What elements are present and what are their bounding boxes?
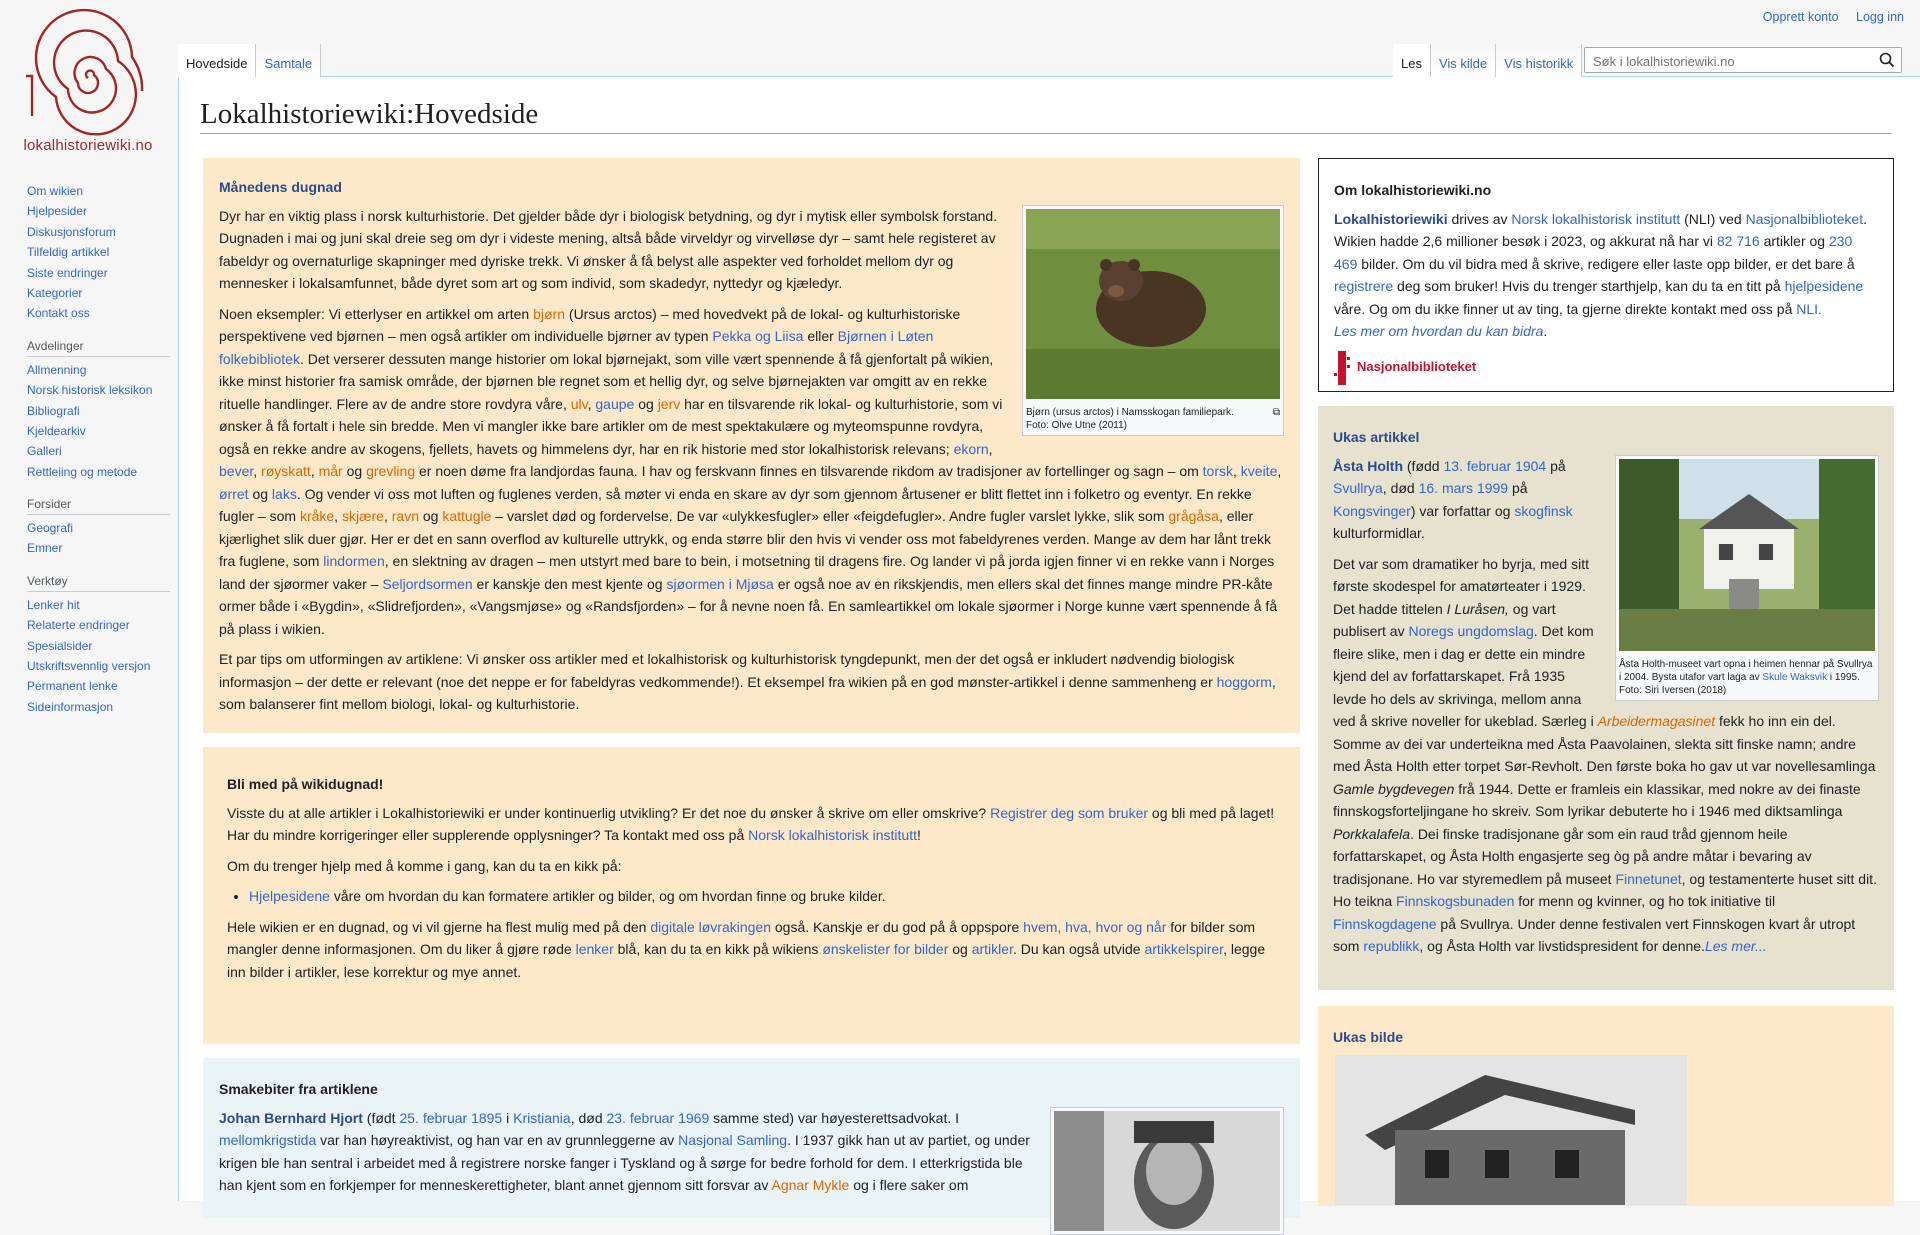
link-date-1895[interactable]: 25. februar 1895	[399, 1109, 503, 1126]
sidebar	[20, 184, 170, 720]
nb-logo-icon	[1334, 351, 1354, 385]
excerpts-heading: Smakebiter fra artiklene	[219, 1081, 378, 1097]
article-week-heading: Ukas artikkel	[1333, 429, 1420, 445]
sidebar-avdelinger-item-2[interactable]: Bibliografi	[27, 403, 80, 418]
link-article-count[interactable]: 82 716	[1716, 233, 1760, 249]
link-svullrya[interactable]: Svullrya	[1333, 480, 1383, 496]
link-ulv[interactable]: ulv	[570, 395, 588, 412]
join-paragraph-3: Hele wikien er en dugnad, og vi vil gjerne ha flest mulig med på den digitale løvrakingen også. Kanskje er du god på å oppspore hvem, hva, hvor og når for bilder som mangler denne informasjonen. Om du liker å gjøre røde lenker blå, kan du ta en kikk på wikiens ønskelister for bilder og artikler. Du kan også utvide artikkelspirer, legge inn bilder i artikler, lese korrektur og mye annet.	[227, 918, 1266, 980]
join-list	[227, 885, 1276, 908]
join-paragraph-1: Visste du at alle artikler i Lokalhistoriewiki er under kontinuerlig utvikling? Er det noe du ønsker å skrive om eller omskrive? Registrer deg som bruker og bli med på laget! Har du mindre korrigeringer eller supplerende opplysninger? Ta kontakt med oss på Norsk lokalhistorisk institutt!	[227, 804, 1275, 843]
sidebar-nav-item-2[interactable]: Diskusjonsforum	[27, 224, 116, 239]
link-kristiania[interactable]: Kristiania	[513, 1109, 571, 1126]
excerpt-paragraph: Johan Bernhard Hjort (født 25. februar 1895 i Kristiania, død 23. februar 1969 samme sted) var høyesterettsadvokat. I mellomkrigstida var han høyreaktivist, og han var en av grunnleggerne av Nasjonal Samling. I 1937 gikk han ut av partiet, og under krigen ble han sentral i arbeidet med å registrere norske fanger i Tyskland og å sørge for bedre forhold for dem. I etterkrigstida ble han kjent som en forkjemper for menneskerettigheter, blant annet gjennom sitt forsvar av Agnar Mykle og i flere saker om	[219, 1109, 1030, 1193]
link-mellomkrigstida[interactable]: mellomkrigstida	[219, 1132, 317, 1148]
link-kongsvinger[interactable]: Kongsvinger	[1333, 502, 1411, 519]
link-date-1999[interactable]: 16. mars 1999	[1418, 480, 1509, 496]
link-seljordsormen[interactable]: Seljordsormen	[382, 575, 473, 592]
link-gaupe[interactable]: gaupe	[595, 395, 635, 412]
link-johan-hjort[interactable]: Johan Bernhard Hjort	[219, 1109, 363, 1126]
link-finnskogdagene[interactable]: Finnskogdagene	[1333, 915, 1437, 932]
namespace-tabs	[178, 44, 321, 77]
link-gragasa[interactable]: grågåsa	[1168, 508, 1219, 524]
link-royskatt[interactable]: røyskatt	[261, 463, 311, 479]
link-republikk[interactable]: republikk	[1363, 938, 1420, 954]
article-excerpts-box	[203, 1058, 1300, 1218]
dugnad-paragraph-3: Et par tips om utformingen av artiklene: Vi ønsker oss artikler med et lokalhistorisk og kulturhistorisk tyngdepunkt, men der det også er inkludert nødvendig biologisk informasjon – der dette er relevant (noe det neppe er for fabeldyras vedkommende!). Et eksempel fra wikien på en god mønster-artikkel i denne sammenheng er hoggorm, som balanserer fint mellom biologi, lokal- og kulturhistorie.	[219, 651, 1276, 712]
link-skogfinsk[interactable]: skogfinsk	[1514, 502, 1573, 519]
create-account-link[interactable]: Opprett konto	[1762, 10, 1839, 24]
image-of-week-box	[1318, 1006, 1894, 1206]
link-pekka-liisa[interactable]: Pekka og Liisa	[712, 328, 804, 344]
spiral-logo-icon	[18, 6, 158, 136]
sidebar-heading-verktoy: Verktøy	[27, 574, 170, 592]
link-lenker[interactable]: lenker	[575, 941, 614, 957]
about-site-name[interactable]: Lokalhistoriewiki	[1334, 210, 1448, 227]
link-nasjonal-samling[interactable]: Nasjonal Samling	[678, 1132, 788, 1148]
sidebar-forsider-item-1[interactable]: Emner	[27, 541, 63, 556]
sidebar-avdelinger-item-1[interactable]: Norsk historisk leksikon	[27, 383, 153, 398]
asta-caption: Åsta Holth-museet vart opna i heimen hennar på Svullrya i 2004. Bysta utafor vart laga av Skule Waksvik i 1995.	[1619, 658, 1873, 683]
link-kattugle[interactable]: kattugle	[442, 508, 492, 524]
link-orret[interactable]: ørret	[219, 485, 249, 502]
logo-text: lokalhistoriewiki.no	[23, 137, 153, 154]
link-read-more-contribute[interactable]: Les mer om hvordan du kan bidra	[1334, 323, 1544, 339]
search-box	[1584, 47, 1902, 73]
sidebar-forsider-item-0[interactable]: Geografi	[27, 521, 74, 536]
sidebar-forsider	[20, 521, 170, 556]
sidebar-avdelinger-item-3[interactable]: Kjeldearkiv	[27, 423, 86, 438]
asta-figure	[1615, 455, 1879, 701]
about-heading: Om lokalhistoriewiki.no	[1334, 182, 1492, 198]
about-paragraph: Lokalhistoriewiki drives av Norsk lokalhistorisk institutt (NLI) ved Nasjonalbiblioteket. Wikien hadde 2,6 millioner besøk i 2023, og akkurat nå har vi 82 716 artikler og 230 469 bilder. Om du vil bidra med å skrive, redigere eller laste opp bilder, er det bare å registrere deg som bruker! Hvis du trenger starthjelp, kan du ta en titt på hjelpesidene våre. Og om du ikke finner ut av ting, ta gjerne direkte kontakt med oss på NLI. Les mer om hvordan du kan bidra.	[1334, 210, 1868, 339]
link-date-1904[interactable]: 13. februar 1904	[1443, 457, 1547, 474]
link-hjelpesidene[interactable]: Hjelpesidene	[249, 888, 330, 904]
dugnad-heading: Månedens dugnad	[219, 179, 342, 195]
personal-tools	[1749, 10, 1904, 24]
sidebar-nav-item-0[interactable]: Om wikien	[27, 184, 84, 198]
link-asta-holth[interactable]: Åsta Holth	[1333, 457, 1403, 474]
link-agnar-mykle[interactable]: Agnar Mykle	[771, 1177, 850, 1193]
sidebar-heading-forsider: Forsider	[27, 497, 170, 515]
enlarge-icon[interactable]: ⧉	[1272, 406, 1280, 418]
image-week-heading: Ukas bilde	[1333, 1029, 1404, 1045]
link-registrere[interactable]: registrere	[1334, 278, 1394, 294]
page-title: Lokalhistoriewiki:Hovedside	[200, 98, 1892, 134]
link-nasjonalbiblioteket[interactable]: Nasjonalbiblioteket	[1745, 210, 1864, 227]
dugnad-paragraph-1: Dyr har en viktig plass i norsk kulturhistorie. Det gjelder både dyr i biologisk betydning, og dyr i mytisk eller symbolsk forstand. Dugnaden i mai og juni skal dreie seg om dyr i videste mening, altså både virveldyr og virvelløse dyr – samt hele registeret av fabeldyr og overnaturlige skapninger med dyriske trekk. Vi ønsker å få belyst alle aspekter ved forholdet mellom dyr og mennesker i lokalsamfunnet, både dyret som art og som individ, som skadedyr, nyttedyr og kjæledyr.	[219, 207, 998, 291]
sidebar-nav-item-5[interactable]: Kategorier	[27, 285, 83, 300]
sidebar-nav-item-1[interactable]: Hjelpesider	[27, 204, 88, 219]
sidebar-verktoy-item-4[interactable]: Permanent lenke	[27, 679, 118, 694]
link-finnetunet[interactable]: Finnetunet	[1615, 870, 1682, 887]
link-ravn[interactable]: ravn	[391, 508, 419, 524]
image-of-week-photo[interactable]	[1335, 1055, 1687, 1205]
link-bjorn[interactable]: bjørn	[533, 305, 566, 322]
link-image-count[interactable]: 230 469	[1334, 233, 1853, 272]
link-sjoormen-mjosa[interactable]: sjøormen i Mjøsa	[666, 575, 774, 592]
link-artikkelspirer[interactable]: artikkelspirer	[1144, 941, 1224, 957]
search-input[interactable]	[1591, 49, 1875, 73]
sidebar-verktoy-item-0[interactable]: Lenker hit	[27, 597, 80, 612]
sidebar-nav-item-6[interactable]: Kontakt oss	[27, 306, 90, 321]
sidebar-verktoy-item-5[interactable]: Sideinformasjon	[27, 699, 114, 714]
link-date-1969[interactable]: 23. februar 1969	[606, 1109, 710, 1126]
link-nli-contact[interactable]: NLI.	[1796, 300, 1822, 317]
dugnad-paragraph-2: Noen eksempler: Vi etterlyser en artikkel om arten bjørn (Ursus arctos) – med hovedvekt på de lokal- og kulturhistoriske perspektivene ved bjørnen – men også artikler om individuelle bjørner av typen Pekka og Liisa eller Bjørnen i Løten folkebibliotek. Det verserer dessuten mange historier om lokal bjørnejakt, som ville vært spennende å få gjenfortalt på wikien, ikke minst historier fra samisk område, der bjørnen ble regnet som et hellig dyr, og selve bjørnejakten var omgitt av en rekke rituelle handlinger. Flere av de andre store rovdyra våre, ulv, gaupe og jerv har en tilsvarende rik lokal- og kulturhistorie, som vi ønsker å få fortalt i hele sin bredde. Men vi mangler ikke bare artikler om de mest spektakulære og myteomspunne rovdyra, også en rekke andre av skogens, fjellets, havets og himmelens dyr, har en rik historie med stor lokalhistorisk relevans; ekorn, bever, røyskatt, mår og grevling er noen døme fra landjordas fauna. I hav og ferskvann finnes en tilsvarende rikdom av tradisjoner av fortellinger og sagn – om torsk, kveite, ørret og laks. Og vender vi oss mot luften og fuglenes verden, så møter vi enda en skare av dyr som gjennom årtusener er blitt flettet inn i folketro og eventyr. En rekke fugler – som kråke, skjære, ravn og kattugle – varslet død og fordervelse. De var «ulykkesfugler» eller «feigdefugler». Andre fugler varslet lykke, slik som grågåsa, eller kjærlighet slik duer gjør. Her er det en sann overflod av kulturelle uttrykk, og enda større blir den hvis vi vender oss mot fabeldyrenes verden. Mange av dem har lånt trekk fra fuglene, som lindormen, en slektning av dragen – men utstyrt med bare to bein, i motsetning til dragens fire. Og lander vi på jorda igjen finner vi en rekke vann i Norges land der sjøormer vaker – Seljordsormen er kanskje den mest kjente og sjøormen i Mjøsa er også noe av en rikskjendis, men ellers skal det finnes mange mindre PR-kåte ormer både i «Bygdin», «Slidrefjorden», «Vangsmjøse» og «Randsfjorden» – for å nevne noen få. En samleartikkel om lokale sjøormer i Norge kunne vært spennende å få på plass i wikien.	[219, 305, 1282, 637]
bear-caption: Bjørn (ursus arctos) i Namsskogan familiepark. ⧉	[1026, 406, 1280, 418]
tab-view-source[interactable]: Vis kilde	[1431, 44, 1496, 77]
link-read-more[interactable]: Les mer...	[1704, 938, 1767, 954]
view-tabs	[1393, 44, 1582, 77]
link-arbeidermagasinet[interactable]: Arbeidermagasinet	[1597, 713, 1716, 729]
asta-photo-credit: Foto: Siri Iversen (2018)	[1619, 684, 1727, 696]
sidebar-nav-item-4[interactable]: Siste endringer	[27, 265, 108, 280]
link-nli[interactable]: Norsk lokalhistorisk institutt	[748, 827, 917, 843]
sidebar-verktoy-item-3[interactable]: Utskriftsvennlig versjon	[27, 659, 151, 674]
login-link[interactable]: Logg inn	[1856, 10, 1904, 24]
list-item: • Hjelpesidene våre om hvordan du kan formatere artikler og bilder, og om hvordan finne og bruke kilder.	[249, 885, 1276, 908]
join-dugnad-box	[203, 747, 1300, 1044]
link-noregs-ungdomslag[interactable]: Noregs ungdomslag	[1408, 623, 1534, 639]
sidebar-verktoy	[20, 598, 170, 714]
tab-main-page[interactable]: Hovedside	[178, 44, 256, 77]
join-heading: Bli med på wikidugnad!	[227, 776, 384, 792]
sidebar-avdelinger-item-5[interactable]: Rettleiing og metode	[27, 464, 138, 479]
hjort-photo[interactable]	[1054, 1111, 1280, 1231]
tab-read[interactable]: Les	[1393, 44, 1431, 77]
article-week-intro: Åsta Holth (fødd 13. februar 1904 på Svullrya, død 16. mars 1999 på Kongsvinger) var forfattar og skogfinsk kulturformidlar.	[1333, 457, 1573, 541]
link-krake[interactable]: kråke	[299, 508, 335, 524]
link-jerv[interactable]: jerv	[657, 395, 681, 412]
link-onskelister[interactable]: ønskelister for bilder	[822, 941, 949, 957]
bear-photo[interactable]	[1026, 209, 1280, 399]
link-bever[interactable]: bever	[219, 463, 254, 479]
link-skjaere[interactable]: skjære	[341, 508, 384, 524]
sidebar-avdelinger-item-0[interactable]: Allmenning	[27, 362, 87, 377]
link-laks[interactable]: laks	[271, 485, 297, 502]
link-lindormen[interactable]: lindormen	[323, 553, 385, 569]
bear-figure	[1022, 205, 1284, 436]
link-artikler[interactable]: artikler	[971, 941, 1013, 957]
monthly-dugnad-box	[203, 158, 1300, 733]
tab-talk[interactable]: Samtale	[256, 44, 321, 77]
link-finnskogsbunaden[interactable]: Finnskogsbunaden	[1396, 893, 1515, 909]
sidebar-verktoy-item-1[interactable]: Relaterte endringer	[27, 618, 130, 633]
sidebar-nav-item-3[interactable]: Tilfeldig artikkel	[27, 245, 110, 260]
sidebar-avdelinger-item-4[interactable]: Galleri	[27, 444, 62, 459]
link-ekorn[interactable]: ekorn	[953, 440, 989, 457]
article-of-week-box	[1318, 406, 1894, 990]
site-logo[interactable]	[18, 6, 158, 154]
link-grevling[interactable]: grevling	[366, 463, 416, 479]
sidebar-verktoy-item-2[interactable]: Spesialsider	[27, 638, 93, 653]
about-box	[1318, 158, 1894, 392]
link-hjelpesidene[interactable]: hjelpesidene	[1784, 278, 1864, 294]
bear-photo-credit: Foto: Olve Utne (2011)	[1026, 419, 1127, 431]
article-week-body: Det var som dramatiker ho byrja, med sitt første skodespel for amatørteater i 1929. Det hadde tittelen I Luråsen, og vart publisert av Noregs ungdomslag. Det kom fleire slike, men i dag er dette ein mindre kjend del av forfattarskapet. Frå 1935 levde ho dels av skrivinga, mellom anna ved å skrive noveller for ukeblad. Særleg i Arbeidermagasinet fekk ho inn ein del. Somme av dei var underteikna med Åsta Paavolainen, slekta sitt finske namn; andre med Åsta Holth etter torpet Sør-Revholt. Den første boka ho gav ut var novellesamlinga Gamle bygdevegen frå 1944. Dette er framleis ein klassikar, med nokre av dei finaste finnskogsforteljingane ho skreiv. Som lyrikar debuterte ho i 1946 med diktsamlinga Porkkalafela. Dei finske tradisjonane går som ein raud tråd gjennom heile forfattarskapet, og Åsta Holth engasjerte seg òg på andre måtar i bevaring av tradisjonane. Ho var styremedlem på museet Finnetunet, og testamenterte huset sitt dit. Ho teikna Finnskogsbunaden for menn og kvinner, og ho tok initiative til Finnskogdagene på Svullrya. Under denne festivalen vert Finnskogen kvart år utropt som republikk, og Åsta Holth var livstidspresident for denne.Les mer...	[1333, 555, 1877, 954]
sidebar-heading-avdelinger: Avdelinger	[27, 339, 170, 357]
link-kveite[interactable]: kveite	[1240, 463, 1278, 479]
link-mar[interactable]: mår	[318, 463, 343, 479]
sidebar-avdelinger	[20, 363, 170, 479]
link-hvem-hva[interactable]: hvem, hva, hvor og når	[1023, 918, 1167, 935]
asta-museum-photo[interactable]	[1619, 459, 1875, 651]
nasjonalbiblioteket-logo[interactable]: Nasjonalbiblioteket	[1334, 351, 1878, 385]
link-hoggorm[interactable]: hoggorm	[1216, 673, 1272, 690]
link-torsk[interactable]: torsk	[1202, 463, 1233, 479]
link-register[interactable]: Registrer deg som bruker	[990, 804, 1149, 821]
tab-history[interactable]: Vis historikk	[1496, 44, 1582, 77]
link-nli[interactable]: Norsk lokalhistorisk institutt	[1511, 210, 1681, 227]
link-lovraking[interactable]: digitale løvrakingen	[650, 918, 771, 935]
link-bjornen-loten[interactable]: Bjørnen i Løten folkebibliotek	[219, 328, 934, 367]
sidebar-nav	[20, 184, 170, 321]
join-paragraph-2: Om du trenger hjelp med å komme i gang, kan du ta en kikk på:	[227, 857, 622, 874]
hjort-figure	[1050, 1107, 1284, 1235]
search-icon[interactable]	[1879, 52, 1895, 73]
link-skule-waksvik[interactable]: Skule Waksvik	[1762, 671, 1828, 683]
